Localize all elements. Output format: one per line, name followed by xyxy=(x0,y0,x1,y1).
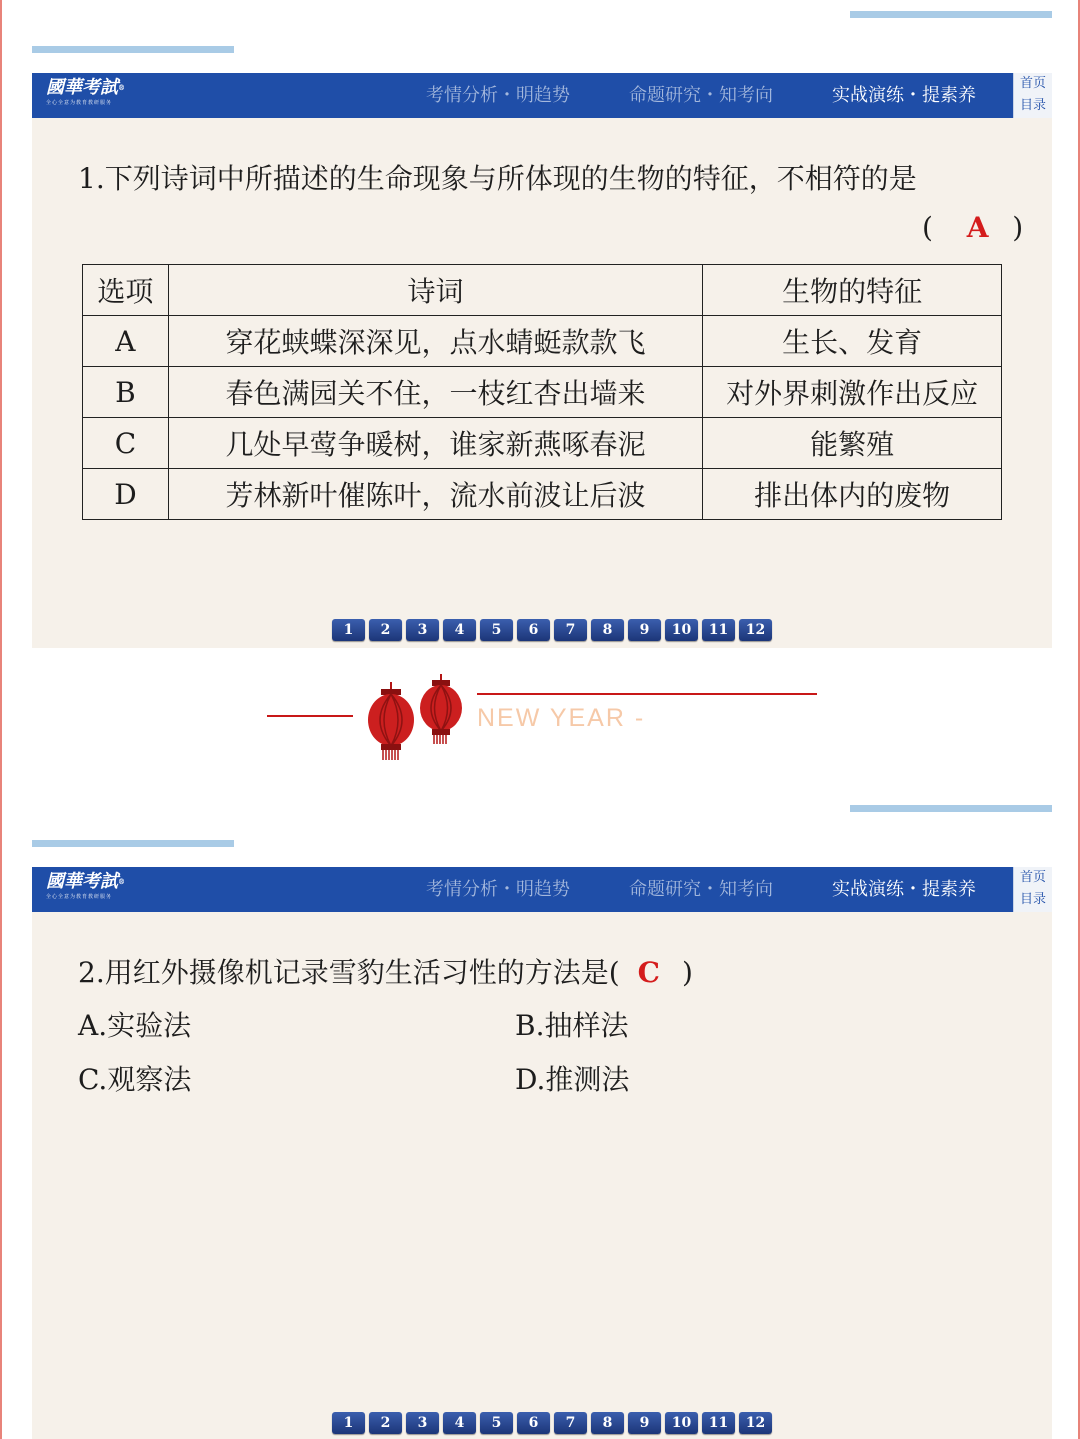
question-2-answer: C xyxy=(637,956,660,989)
table-header-row xyxy=(83,265,1002,316)
table-cell-poem: 几处早莺争暖树，谁家新燕啄春泥 xyxy=(168,418,702,469)
page-button-8[interactable]: 8 xyxy=(591,1412,624,1434)
page-button-4[interactable]: 4 xyxy=(443,619,476,641)
lantern-icon xyxy=(366,682,416,762)
table-header: 生物的特征 xyxy=(703,265,1002,316)
side-buttons xyxy=(1013,867,1052,912)
table-cell-option: D xyxy=(83,469,169,520)
question-2-line xyxy=(78,951,693,991)
nav-bar xyxy=(32,867,1052,912)
paren-open: ( xyxy=(922,211,933,244)
page-button-9[interactable]: 9 xyxy=(628,1412,661,1434)
logo-text: 國華考試 xyxy=(46,871,118,892)
lantern-icon xyxy=(418,674,464,746)
nav-item-analysis[interactable]: 考情分析・明趋势 xyxy=(426,85,570,106)
table-cell-option: B xyxy=(83,367,169,418)
option-d: D.推测法 xyxy=(515,1063,630,1096)
side-buttons xyxy=(1013,73,1052,118)
table-row xyxy=(83,367,1002,418)
page-button-6[interactable]: 6 xyxy=(517,1412,550,1434)
table-cell-feature: 对外界刺激作出反应 xyxy=(703,367,1002,418)
page-pager xyxy=(332,619,776,641)
table-cell-feature: 能繁殖 xyxy=(703,418,1002,469)
new-year-text: NEW YEAR - xyxy=(477,704,646,732)
question-1-answer: A xyxy=(966,211,989,244)
deco-bar-top-left xyxy=(32,46,234,53)
table-cell-option: C xyxy=(83,418,169,469)
page-button-10[interactable]: 10 xyxy=(665,1412,698,1434)
paren-close: ) xyxy=(1012,211,1024,244)
page-button-5[interactable]: 5 xyxy=(480,1412,513,1434)
page-button-8[interactable]: 8 xyxy=(591,619,624,641)
page-button-9[interactable]: 9 xyxy=(628,619,661,641)
logo-text: 國華考試 xyxy=(46,77,118,98)
nav-item-research[interactable]: 命题研究・知考向 xyxy=(629,85,773,106)
page-pager xyxy=(332,1412,776,1434)
page-button-10[interactable]: 10 xyxy=(665,619,698,641)
page-button-11[interactable]: 11 xyxy=(702,619,735,641)
toc-button[interactable]: 目录 xyxy=(1019,98,1046,113)
logo-reg: ® xyxy=(118,83,125,92)
paren-close: ) xyxy=(681,956,693,989)
nav-item-practice[interactable]: 实战演练・提素养 xyxy=(832,879,976,900)
logo[interactable] xyxy=(46,77,125,107)
logo-subtitle: 全心全意为教育教研服务 xyxy=(46,100,113,106)
table-cell-feature: 生长、发育 xyxy=(703,316,1002,367)
deco-bar-top-right xyxy=(850,11,1052,18)
toc-button[interactable]: 目录 xyxy=(1019,892,1046,907)
table-header: 诗词 xyxy=(168,265,702,316)
slide-question-1 xyxy=(32,73,1052,648)
divider-line-left xyxy=(267,715,353,717)
page-button-7[interactable]: 7 xyxy=(554,1412,587,1434)
logo[interactable] xyxy=(46,871,125,901)
logo-subtitle: 全心全意为教育教研服务 xyxy=(46,894,113,900)
question-1-table xyxy=(82,264,1002,520)
question-1-text: 1.下列诗词中所描述的生命现象与所体现的生物的特征，不相符的是 xyxy=(78,162,917,195)
page-button-6[interactable]: 6 xyxy=(517,619,550,641)
home-button[interactable]: 首页 xyxy=(1019,870,1046,885)
nav-bar xyxy=(32,73,1052,118)
page-button-1[interactable]: 1 xyxy=(332,619,365,641)
page-button-1[interactable]: 1 xyxy=(332,1412,365,1434)
table-cell-option: A xyxy=(83,316,169,367)
nav-item-research[interactable]: 命题研究・知考向 xyxy=(629,879,773,900)
option-a: A.实验法 xyxy=(78,1009,192,1042)
table-cell-poem: 穿花蛱蝶深深见，点水蜻蜓款款飞 xyxy=(168,316,702,367)
table-cell-feature: 排出体内的废物 xyxy=(703,469,1002,520)
divider-line-right xyxy=(477,693,817,695)
page-button-4[interactable]: 4 xyxy=(443,1412,476,1434)
option-b: B.抽样法 xyxy=(515,1009,629,1042)
page-button-2[interactable]: 2 xyxy=(369,1412,402,1434)
table-cell-poem: 芳林新叶催陈叶，流水前波让后波 xyxy=(168,469,702,520)
slide-question-2 xyxy=(32,867,1052,1439)
page-button-3[interactable]: 3 xyxy=(406,619,439,641)
home-button[interactable]: 首页 xyxy=(1019,76,1046,91)
page-button-5[interactable]: 5 xyxy=(480,619,513,641)
logo-reg: ® xyxy=(118,877,125,886)
page-button-11[interactable]: 11 xyxy=(702,1412,735,1434)
question-1-answer-slot xyxy=(922,211,1023,244)
table-cell-poem: 春色满园关不住，一枝红杏出墙来 xyxy=(168,367,702,418)
nav-item-practice[interactable]: 实战演练・提素养 xyxy=(832,85,976,106)
page-button-7[interactable]: 7 xyxy=(554,619,587,641)
table-header: 选项 xyxy=(83,265,169,316)
deco-bar-top-right xyxy=(850,805,1052,812)
page-button-12[interactable]: 12 xyxy=(739,1412,772,1434)
page-button-12[interactable]: 12 xyxy=(739,619,772,641)
table-row xyxy=(83,316,1002,367)
page-button-3[interactable]: 3 xyxy=(406,1412,439,1434)
page-button-2[interactable]: 2 xyxy=(369,619,402,641)
table-row xyxy=(83,469,1002,520)
question-2-text: 2.用红外摄像机记录雪豹生活习性的方法是( xyxy=(78,956,620,989)
table-row xyxy=(83,418,1002,469)
option-c: C.观察法 xyxy=(78,1063,192,1096)
nav-item-analysis[interactable]: 考情分析・明趋势 xyxy=(426,879,570,900)
deco-bar-top-left xyxy=(32,840,234,847)
